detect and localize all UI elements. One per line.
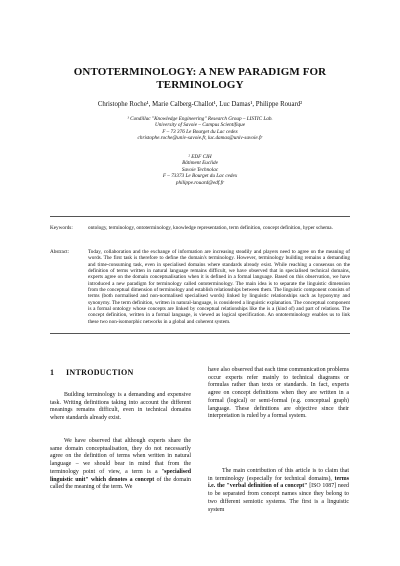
- keywords-text: ontology, terminology, ontoterminology, knowledge representation, term definition, concept definition, hyper schema.: [88, 225, 333, 231]
- affiliation-1-email: christophe.roche@univ-savoie.fr, luc.damas@univ-savoie.fr: [137, 135, 263, 142]
- intro-paragraph-2: We have observed that although experts share the same domain conceptualisation, they do not necessarily agree on the definition of terms when written in natural language – we should bear in mind that from the terminology point of view, a term is a "specialised linguistic unit" which denotes a concept of the domain called the meaning of the term. We: [50, 438, 191, 491]
- abstract-label: Abstract:: [50, 249, 70, 255]
- title-line-2: TERMINOLOGY: [156, 79, 244, 91]
- affiliation-1: [40, 116, 360, 142]
- divider-top: [50, 216, 350, 217]
- affiliation-2-line: F – 73373 Le Bourget du Lac cedex: [162, 173, 238, 180]
- intro-paragraph-4: The main contribution of this article is to claim that in terminology (especially for technical domains), terms i.e. the "verbal definition of a concept" [ISO 1087] need to be separated from concept names since they belong to two different semiotic systems. The first is a linguistic system: [208, 468, 349, 513]
- affiliation-2-line: Savoie Technolac: [181, 166, 219, 173]
- affiliation-1-line: ¹ Condillac "Knowledge Engineering" Research Group – LISTIC Lab.: [127, 116, 273, 122]
- affiliation-1-line: University of Savoie – Campus Scientifique: [154, 122, 246, 129]
- affiliation-2: [40, 154, 360, 186]
- keywords-label: Keywords:: [50, 225, 73, 231]
- emphasis-text: terms i.e. the "verbal definition of a concept": [208, 475, 349, 490]
- affiliation-2-email: philippe.rouard@edf.fr: [175, 179, 225, 186]
- author-list: Christophe Roche¹, Marie Calberg-Challot¹, Luc Damas¹, Philippe Rouard²: [97, 101, 303, 108]
- intro-paragraph-1: Building terminology is a demanding and expensive task. Writing definitions taking into account the different meanings remains difficult, even in technical domains where standards already exist.: [50, 392, 191, 422]
- divider-bottom: [50, 333, 350, 334]
- abstract-text: Today, collaboration and the exchange of information are increasing steadily and players need to agree on the meaning of words. The first task is therefore to define the domain's terminology. However, terminology building remains a demanding and time-consuming task, even in specialised domains where standards already exist. While reaching a consensus on the definition of terms written in natural language remains difficult, we have observed that in specialised technical domains, experts agree on the domain conceptualisation when it is defined in a formal language. Based on this observation, we have introduced a new paradigm for terminology called ontoterminology. The main idea is to separate the linguistic dimension from the conceptual dimension of terminology and establish relationships between them. The linguistic component consists of terms (both normalised and non-normalised specialised words) linked by linguistic relationships such as hyponymy and synonymy. The term definition, written in natural-language, is considered a linguistic explanation. The conceptual component is a formal ontology whose concepts are linked by conceptual relationships like the is a (kind of) and part of relations. The concept definition, written in a formal language, is viewed as logical specification. An ontoterminology enables us to link these two non-isomorphic networks in a global and coherent system.: [88, 249, 350, 325]
- affiliation-2-line: ² EDF CIH: [188, 154, 212, 160]
- section-number: 1: [50, 368, 55, 377]
- section-title: INTRODUCTION: [66, 368, 134, 377]
- section-heading: [50, 368, 134, 378]
- intro-paragraph-3: have also observed that each time communication problems occur experts refer mainly to technical diagrams or formulas rather than texts or standards. In fact, experts agree on concept definitions when they are written in a formal (logical) or semi-formal (e.g. conceptual graph) language. These definitions are objective since their interpretation is ruled by a formal system.: [208, 367, 349, 420]
- paper-title: [40, 66, 360, 92]
- title-line-1: ONTOTERMINOLOGY: A NEW PARADIGM FOR: [73, 66, 327, 78]
- affiliation-2-line: Bâtiment Euclide: [182, 160, 218, 167]
- emphasis-text: specialised linguistic unit" which denotes a concept: [50, 468, 191, 483]
- affiliation-1-line: F – 73 376 Le Bourget du Lac cedex: [162, 128, 238, 135]
